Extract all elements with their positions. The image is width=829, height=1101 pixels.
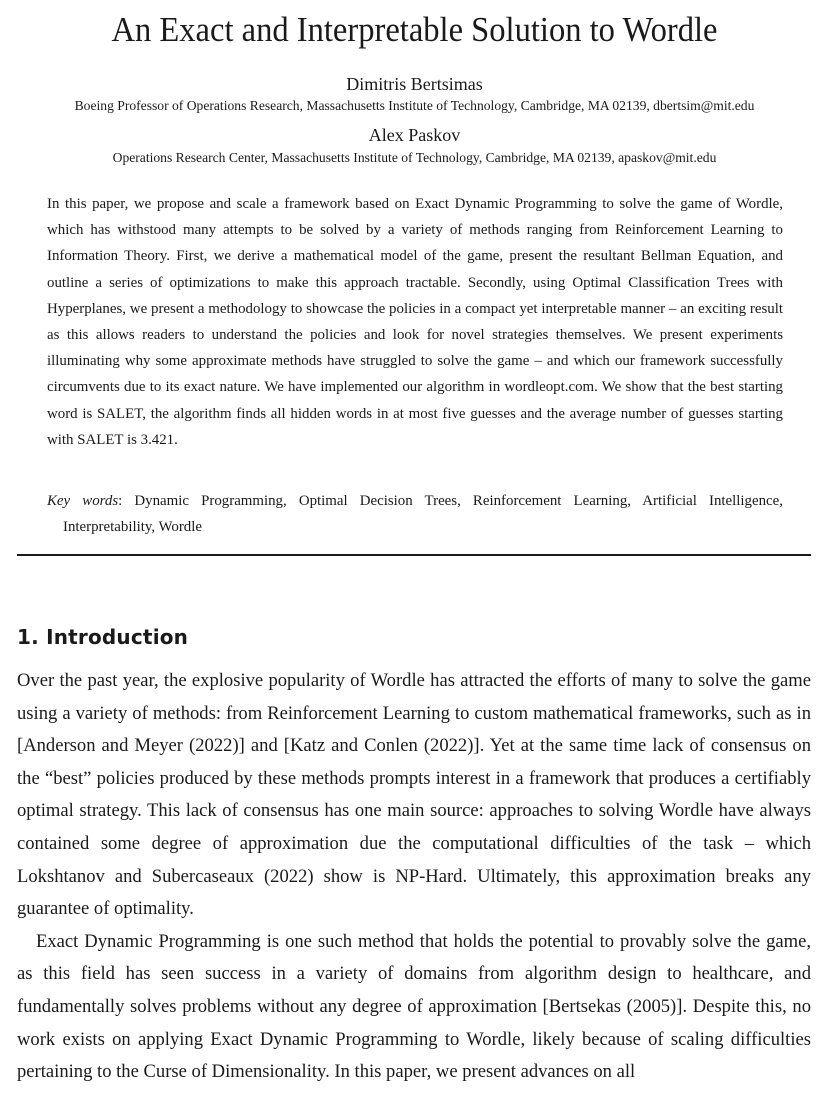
keywords-list: : Dynamic Programming, Optimal Decision Trees, Reinforcement Learning, Artificial Intelligence, Interpretability, Wordle: [63, 493, 783, 535]
author-name: Dimitris Bertsimas: [346, 74, 483, 94]
section-heading: 1. Introduction: [17, 625, 189, 649]
keywords: [47, 488, 783, 540]
author-affiliation: Operations Research Center, Massachusetts Institute of Technology, Cambridge, MA 02139, apaskov@mit.edu: [112, 150, 717, 165]
section-body: [17, 665, 811, 1089]
keywords-label: Key words: [47, 493, 119, 509]
paper-title: An Exact and Interpretable Solution to Wordle: [111, 10, 718, 49]
paragraph: Over the past year, the explosive popularity of Wordle has attracted the efforts of many to solve the game using a variety of methods: from Reinforcement Learning to custom mathematical frameworks, such as in [Anderson and Meyer (2022)] and [Katz and Conlen (2022)]. Yet at the same time lack of consensus on the “best” policies produced by these methods prompts interest in a framework that produces a certifiably optimal strategy. This lack of consensus has one main source: approaches to solving Wordle have always contained some degree of approximation due the computational difficulties of the task – which Lokshtanov and Subercaseaux (2022) show is NP-Hard. Ultimately, this approximation breaks any guarantee of optimality.: [17, 670, 811, 920]
author-affiliation: Boeing Professor of Operations Research, Massachusetts Institute of Technology, Cambridge, MA 02139, dbertsim@mit.edu: [74, 98, 755, 113]
author-name: Alex Paskov: [368, 125, 461, 145]
paragraph: Exact Dynamic Programming is one such method that holds the potential to provably solve the game, as this field has seen success in a variety of domains from algorithm design to healthcare, and fundamentally solves problems without any degree of approximation [Bertsekas (2005)]. Despite this, no work exists on applying Exact Dynamic Programming to Wordle, likely because of scaling difficulties pertaining to the Curse of Dimensionality. In this paper, we present advances on all: [17, 930, 811, 1083]
horizontal-rule: [17, 554, 811, 556]
abstract: In this paper, we propose and scale a framework based on Exact Dynamic Programming to solve the game of Wordle, which has withstood many attempts to be solved by a variety of methods ranging from Reinforcement Learning to Information Theory. First, we derive a mathematical model of the game, present the resultant Bellman Equation, and outline a series of optimizations to make this approach tractable. Secondly, using Optimal Classification Trees with Hyperplanes, we present a methodology to showcase the policies in a compact yet interpretable manner – an exciting result as this allows readers to understand the policies and look for novel strategies themselves. We present experiments illuminating why some approximate methods have struggled to solve the game – and which our framework successfully circumvents due to its exact nature. We have implemented our algorithm in wordleopt.com. We show that the best starting word is SALET, the algorithm finds all hidden words in at most five guesses and the average number of guesses starting with SALET is 3.421.: [47, 196, 783, 448]
